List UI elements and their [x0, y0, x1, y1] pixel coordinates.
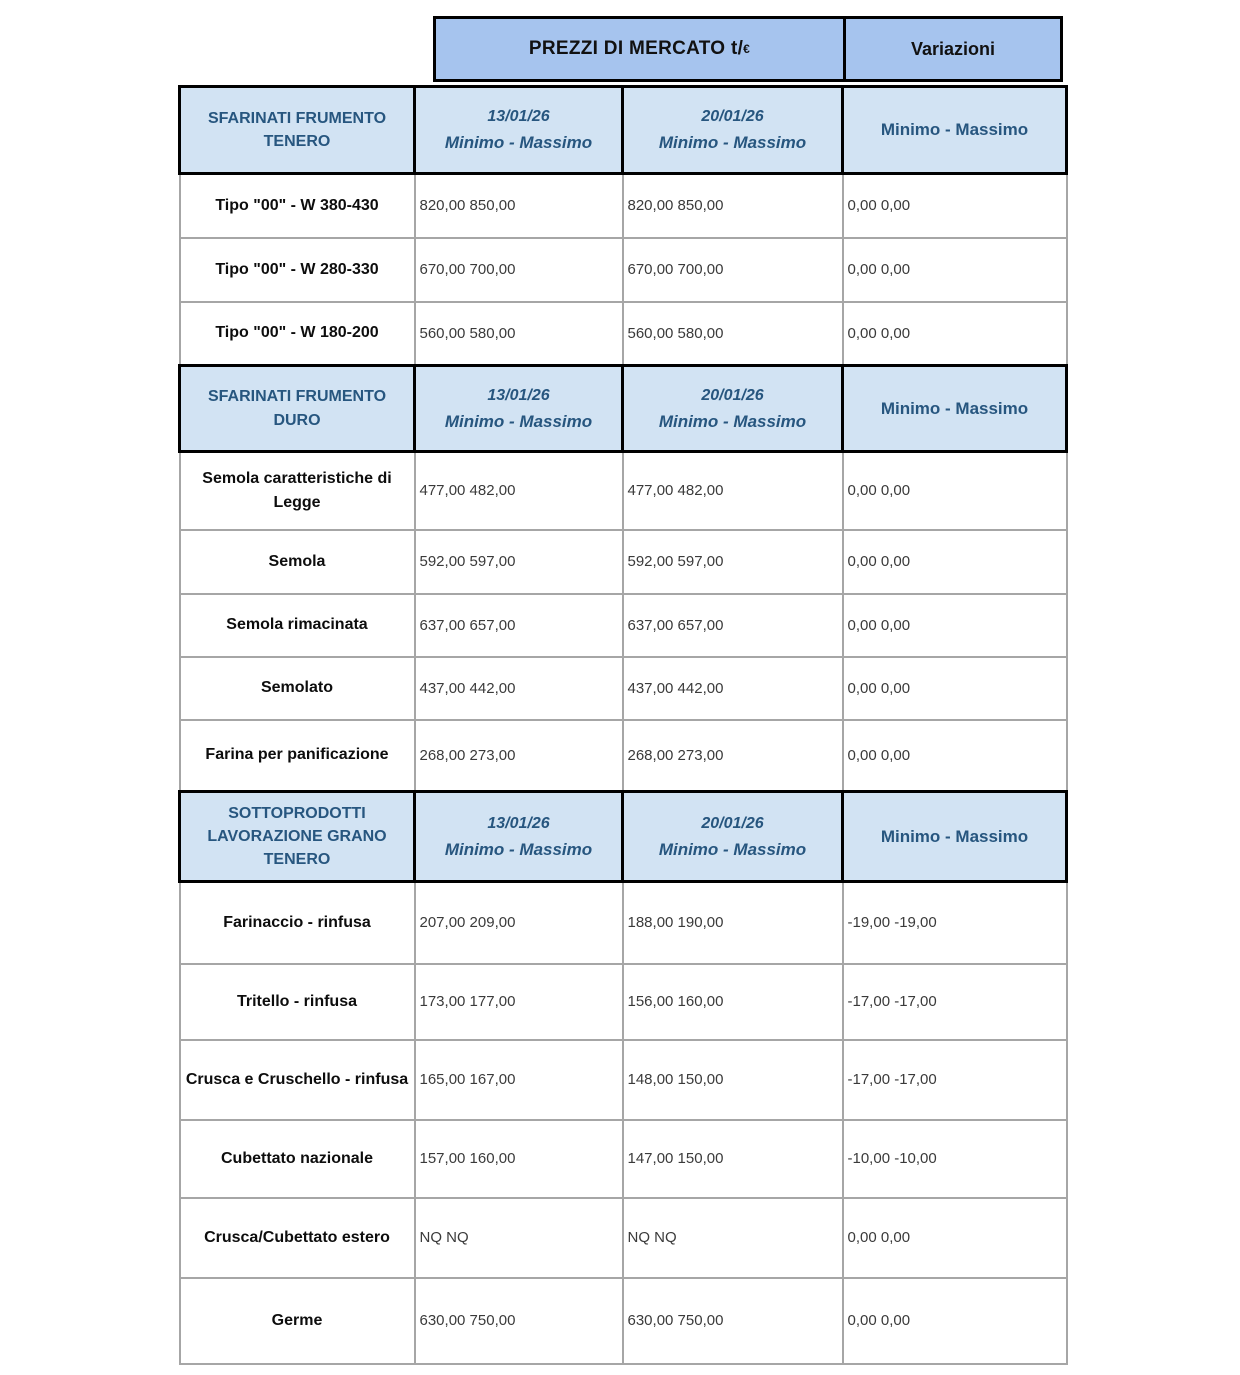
price-cell: 592,00 597,00 [623, 530, 843, 594]
variation-column-header [843, 87, 1067, 174]
table-row [180, 238, 1067, 302]
date-column-header [415, 792, 623, 882]
row-label: Crusca e Cruschello - rinfusa [180, 1040, 415, 1120]
price-table [178, 85, 1068, 1365]
table-row [180, 1040, 1067, 1120]
price-cell: NQ NQ [415, 1198, 623, 1278]
price-cell: 268,00 273,00 [415, 720, 623, 792]
variation-cell: 0,00 0,00 [843, 594, 1067, 657]
price-cell: 148,00 150,00 [623, 1040, 843, 1120]
variation-cell: 0,00 0,00 [843, 1198, 1067, 1278]
minmax-label: Minimo - Massimo [658, 133, 807, 153]
minmax-label: Minimo - Massimo [444, 839, 593, 859]
section-title: SFARINATI FRUMENTO TENERO [180, 87, 415, 174]
price-cell: 637,00 657,00 [623, 594, 843, 657]
date-column-header [415, 366, 623, 452]
price-cell: 820,00 850,00 [415, 174, 623, 238]
variation-cell: 0,00 0,00 [843, 720, 1067, 792]
prezzi-title-text: PREZZI DI MERCATO t/ [528, 38, 744, 59]
row-label: Semola [180, 530, 415, 594]
price-cell: 147,00 150,00 [623, 1120, 843, 1198]
table-row [180, 594, 1067, 657]
date-label: 20/01/26 [701, 386, 764, 404]
section-header-row [180, 366, 1067, 452]
minmax-label: Minimo - Massimo [880, 398, 1029, 418]
date-label: 13/01/26 [487, 108, 550, 126]
table-row [180, 302, 1067, 366]
variation-cell: -17,00 -17,00 [843, 964, 1067, 1040]
price-cell: 820,00 850,00 [623, 174, 843, 238]
row-label: Semola caratteristiche di Legge [180, 452, 415, 530]
table-row [180, 530, 1067, 594]
section-title: SFARINATI FRUMENTO DURO [180, 366, 415, 452]
date-column-header [415, 87, 623, 174]
price-cell: 173,00 177,00 [415, 964, 623, 1040]
row-label: Tipo "00" - W 280-330 [180, 238, 415, 302]
table-row [180, 1278, 1067, 1364]
variation-cell: -17,00 -17,00 [843, 1040, 1067, 1120]
date-column-header [623, 366, 843, 452]
date-label: 13/01/26 [487, 814, 550, 832]
minmax-label: Minimo - Massimo [444, 411, 593, 431]
price-cell: 188,00 190,00 [623, 882, 843, 964]
price-cell: 207,00 209,00 [415, 882, 623, 964]
price-cell: 637,00 657,00 [415, 594, 623, 657]
table-row [180, 1120, 1067, 1198]
variation-cell: -10,00 -10,00 [843, 1120, 1067, 1198]
table-row [180, 720, 1067, 792]
row-label: Cubettato nazionale [180, 1120, 415, 1198]
row-label: Tipo "00" - W 180-200 [180, 302, 415, 366]
variation-cell: 0,00 0,00 [843, 657, 1067, 720]
price-cell: 157,00 160,00 [415, 1120, 623, 1198]
minmax-label: Minimo - Massimo [444, 133, 593, 153]
date-column-header [623, 792, 843, 882]
variation-column-header [843, 792, 1067, 882]
price-cell: 156,00 160,00 [623, 964, 843, 1040]
variation-cell: 0,00 0,00 [843, 1278, 1067, 1364]
variation-cell: 0,00 0,00 [843, 174, 1067, 238]
variation-cell: 0,00 0,00 [843, 452, 1067, 530]
price-cell: 268,00 273,00 [623, 720, 843, 792]
price-cell: 560,00 580,00 [623, 302, 843, 366]
price-cell: 437,00 442,00 [415, 657, 623, 720]
price-cell: 437,00 442,00 [623, 657, 843, 720]
section-header-row [180, 87, 1067, 174]
price-cell: 630,00 750,00 [623, 1278, 843, 1364]
minmax-label: Minimo - Massimo [658, 839, 807, 859]
price-cell: 670,00 700,00 [623, 238, 843, 302]
date-label: 13/01/26 [487, 386, 550, 404]
price-cell: 630,00 750,00 [415, 1278, 623, 1364]
section-title: SOTTOPRODOTTI LAVORAZIONE GRANO TENERO [180, 792, 415, 882]
variation-cell: 0,00 0,00 [843, 238, 1067, 302]
date-column-header [623, 87, 843, 174]
prezzi-di-mercato-header: PREZZI DI MERCATO t/ € [433, 16, 846, 82]
row-label: Semolato [180, 657, 415, 720]
row-label: Crusca/Cubettato estero [180, 1198, 415, 1278]
table-row [180, 657, 1067, 720]
price-cell: 477,00 482,00 [623, 452, 843, 530]
minmax-label: Minimo - Massimo [880, 826, 1029, 846]
row-label: Farinaccio - rinfusa [180, 882, 415, 964]
table-top-header [433, 16, 1063, 82]
price-cell: 670,00 700,00 [415, 238, 623, 302]
variazioni-header: Variazioni [843, 16, 1063, 82]
section-header-row [180, 792, 1067, 882]
date-label: 20/01/26 [701, 814, 764, 832]
table-row [180, 452, 1067, 530]
variation-column-header [843, 366, 1067, 452]
row-label: Germe [180, 1278, 415, 1364]
table-row [180, 1198, 1067, 1278]
row-label: Semola rimacinata [180, 594, 415, 657]
variation-cell: 0,00 0,00 [843, 302, 1067, 366]
minmax-label: Minimo - Massimo [658, 411, 807, 431]
price-cell: 165,00 167,00 [415, 1040, 623, 1120]
date-label: 20/01/26 [701, 108, 764, 126]
table-row [180, 964, 1067, 1040]
row-label: Farina per panificazione [180, 720, 415, 792]
price-cell: 592,00 597,00 [415, 530, 623, 594]
price-cell: 477,00 482,00 [415, 452, 623, 530]
table-row [180, 882, 1067, 964]
minmax-label: Minimo - Massimo [880, 120, 1029, 140]
variation-cell: 0,00 0,00 [843, 530, 1067, 594]
table-row [180, 174, 1067, 238]
price-cell: NQ NQ [623, 1198, 843, 1278]
row-label: Tipo "00" - W 380-430 [180, 174, 415, 238]
variation-cell: -19,00 -19,00 [843, 882, 1067, 964]
price-cell: 560,00 580,00 [415, 302, 623, 366]
row-label: Tritello - rinfusa [180, 964, 415, 1040]
